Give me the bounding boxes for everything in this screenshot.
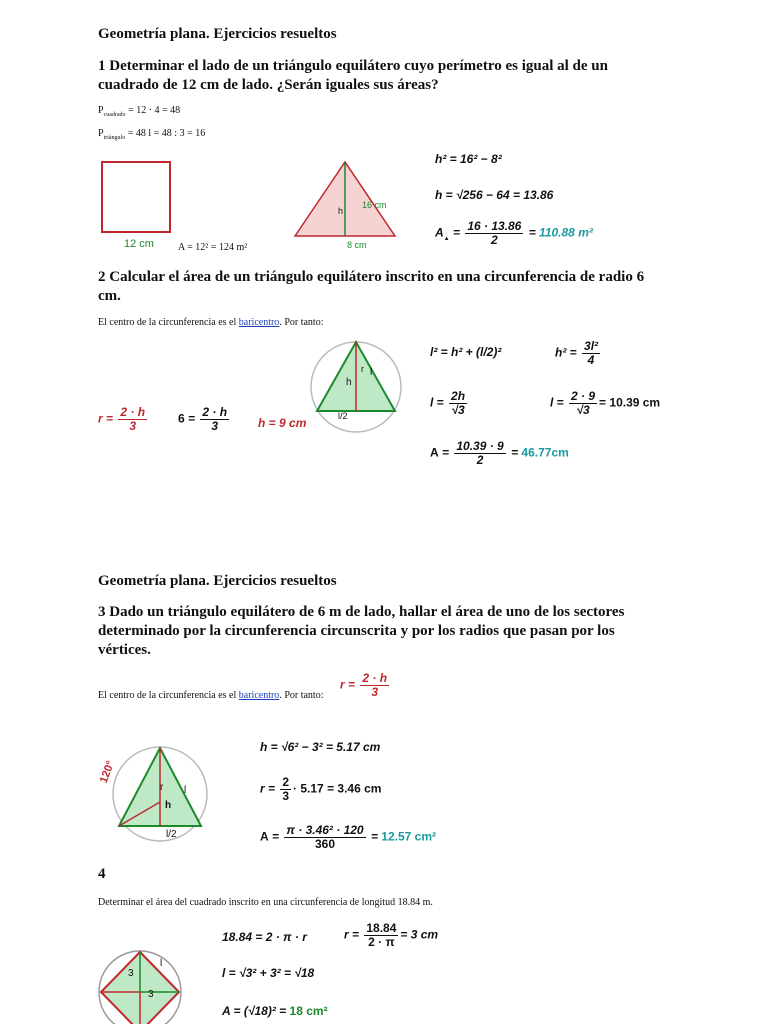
exercise-4-question: Determinar el área del cuadrado inscrito en una circunferencia de longitud 18.84 m. — [98, 897, 433, 908]
eq-six: 6 = $\frac{2 \cdot h}{3}$ — [178, 405, 228, 433]
triangle-figure-1 — [290, 158, 400, 240]
eq-r-4: r = $\frac{18.84}{2 \cdot \pi}$ = 3 cm — [344, 921, 439, 949]
eq-r-formula: r = $\frac{2 \cdot h}{3}$ — [98, 405, 146, 433]
sector-triangle-figure-3 — [110, 742, 214, 844]
fig3-r-label: r — [160, 782, 164, 793]
eq-h-3: h = √6² − 3² = 5.17 cm — [260, 740, 381, 754]
fig3-l2-label: l/2 — [166, 829, 177, 840]
page-title-2: Geometría plana. Ejercicios resueltos — [98, 573, 337, 589]
eq-l-squared: l² = h² + (l/2)² — [430, 345, 502, 359]
eq-h-squared-2: h² = $\frac{\text{3l²}}{4}$ — [555, 339, 599, 367]
inscribed-triangle-figure-2 — [308, 335, 404, 435]
fig4-l-label: l — [160, 958, 163, 969]
area-4-result: 18 cm² — [289, 1004, 328, 1018]
exercise-4-number: 4 — [98, 866, 106, 882]
eq-area-4: A = (√18)² = 18 cm² — [222, 1004, 328, 1018]
inscribed-square-figure-4 — [97, 948, 183, 1024]
fig4-side-3-label: 3 — [128, 968, 134, 979]
page-title: Geometría plana. Ejercicios resueltos — [98, 26, 337, 42]
eq-area-3: A = $\frac{\text{π · 3.46² · 120}}{360}$ = 12.57 cm² — [260, 823, 436, 851]
eq-h-value: h = √256 − 64 = 13.86 — [435, 188, 554, 202]
fig2-l2-label: l/2 — [338, 411, 348, 421]
area-3-result: 12.57 cm² — [381, 829, 436, 844]
eq-r-3: r = $\frac{2}{3}$ · 5.17 = 3.46 cm — [260, 775, 382, 803]
perimeter-triangle: $P_{triángulo} = 48$ l = 48 : 3 = 16 — [98, 128, 206, 141]
eq-l-value: l = $\frac{2 \cdot 9}{√3}$ = 10.39 cm — [550, 389, 661, 417]
square-area: A = 12² = 124 m² — [178, 242, 248, 253]
area-triangle-result: 110.88 m² — [539, 225, 593, 240]
square-side-label: 12 cm — [124, 238, 154, 250]
perimeter-square: $P_{cuadrado} = 12 \cdot 4 = 48$ — [98, 105, 181, 118]
fig2-r-label: r — [361, 364, 364, 374]
eq-area-triangle: $A_▲$ = $\frac{16 \cdot 13.86}{2}$ = 110.88 m² — [435, 219, 593, 247]
eq-h-squared: h² = 16² − 8² — [435, 152, 502, 166]
square-figure — [96, 158, 176, 238]
eq-circumference: 18.84 = 2 · π · r — [222, 930, 307, 944]
exercise-1-question: 1 Determinar el lado de un triángulo equilátero cuyo perímetro es igual al de un cuadrado de 12 cm de lado. ¿Serán iguales sus áreas? — [98, 58, 608, 93]
baricentro-link[interactable]: baricentro — [238, 317, 280, 328]
fig3-l-label: l — [184, 785, 187, 796]
fig3-h-label: h — [165, 800, 172, 811]
triangle-base-label: 8 cm — [347, 240, 367, 250]
eq-l-formula: l = $\frac{2h}{√3}$ — [430, 389, 466, 417]
eq-l-4: l = √3² + 3² = √18 — [222, 966, 315, 980]
baricentro-link-2[interactable]: baricentro — [238, 690, 280, 701]
fig2-h-label: h — [346, 377, 352, 388]
eq-h-result: h = 9 cm — [258, 416, 307, 430]
area-2-result: 46.77cm — [521, 445, 569, 460]
fig3-angle-label: 120° — [97, 759, 117, 785]
exercise-3-question: 3 Dado un triángulo equilátero de 6 m de lado, hallar el área de uno de los sectores determinado por la circunferencia circunscrita y por los radios que pasan por los vértices. — [98, 604, 625, 658]
fig4-side-3b-label: 3 — [148, 989, 154, 1000]
triangle-side-label: 16 cm — [362, 200, 387, 210]
exercise-2-intro: El centro de la circunferencia es el baricentro. Por tanto: — [98, 317, 324, 328]
exercise-2-question: 2 Calcular el área de un triángulo equilátero inscrito en una circunferencia de radio 6 cm. — [98, 269, 645, 304]
exercise-3-intro: El centro de la circunferencia es el baricentro. Por tanto: — [98, 690, 324, 701]
eq-area-2: A = $\frac{10.39 \cdot 9}{2}$ = 46.77cm — [430, 439, 569, 467]
eq-r-formula-3: r = $\frac{2 \cdot h}{3}$ — [340, 671, 388, 699]
fig2-l-label: l — [370, 367, 373, 378]
triangle-height-label: h — [338, 206, 344, 216]
